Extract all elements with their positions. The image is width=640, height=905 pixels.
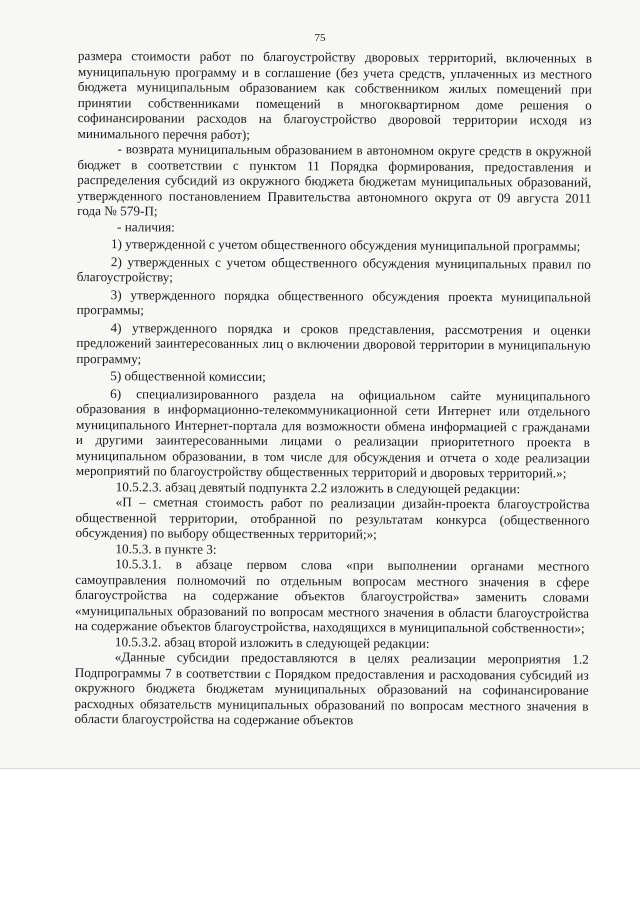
list-item: 6) специализированного раздела на официальном сайте муниципального образования в информационно-телекоммуникационной сети Интернет или отдельного муниципального Интернет-портала для возможности обмена информацией с гражданами и другими заинтересованными лицами о реализации приоритетного проекта в муниципальном образовании, в том числе для обсуждения и отчета о ходе реализации мероприятий по благоустройству общественных территорий и дворовых территорий.»; — [75, 385, 591, 481]
document-body — [74, 48, 592, 729]
paragraph: - возврата муниципальным образованием в автономном округе средств в окружной бюджет в соответствии с пунктом 11 Порядка формирования, предоставления и распределения субсидий из окружного бюджета бюджетам муниципальных образований, утвержденного постановлением Правительства автономного округа от 09 августа 2011 года № 579-П; — [77, 141, 592, 219]
list-item: 2) утвержденных с учетом общественного обсуждения муниципальных правил по благоустройству; — [76, 253, 591, 285]
list-item: 1) утвержденной с учетом общественного обсуждения муниципальной программы; — [110, 236, 581, 254]
paragraph: размера стоимости работ по благоустройству дворовых территорий, включенных в муниципальную программу и в соглашение (без учета средств, уплаченных из местного бюджета муниципальным образованием как собственником жилых помещений при принятии собственниками помещений в многоквартирном доме решения о софинансировании расходов на благоустройство дворовой территории исходя из минимального перечня работ); — [77, 48, 592, 142]
paragraph: 10.5.3.1. в абзаце первом слова «при выполнении органами местного самоуправления полномочий по отдельным вопросам местного значения в сфере благоустройства на содержание объектов благоустройства» заменить словами «муниципальных образований по вопросам местного значения в области благоустройства на содержание объектов благоустройства, находящихся в муниципальной собственности»; — [74, 556, 590, 636]
list-item: 5) общественной комиссии; — [110, 368, 266, 384]
paragraph: - наличия: — [117, 218, 175, 235]
paragraph: 10.5.2.3. абзац девятый подпункта 2.2 изложить в следующей редакции: — [115, 478, 521, 496]
paragraph: 10.5.3. в пункте 3: — [115, 540, 217, 557]
paragraph: 10.5.3.2. абзац второй изложить в следующей редакции: — [114, 633, 430, 651]
paragraph: «Данные субсидии предоставляются в целях реализации мероприятия 1.2 Подпрограммы 7 в соответствии с Порядком предоставления и расходования субсидий из окружного бюджета бюджетам муниципальных образований на софинансирование расходных обязательств муниципальных образований по вопросам местного значения в области благоустройства на содержание объектов — [74, 649, 589, 728]
paragraph: «П – сметная стоимость работ по реализации дизайн-проекта благоустройства общественной территории, отобранной по результатам конкурса (общественного обсуждения) по выбору общественных территорий;»; — [75, 494, 590, 542]
list-item: 4) утвержденного порядка и сроков представления, рассмотрения и оценки предложений заинтересованных лиц о включении дворовой территории в муниципальную программу; — [76, 319, 591, 366]
page-number: 75 — [314, 32, 326, 44]
list-item: 3) утвержденного порядка общественного обсуждения проекта муниципальной программы; — [76, 286, 591, 318]
